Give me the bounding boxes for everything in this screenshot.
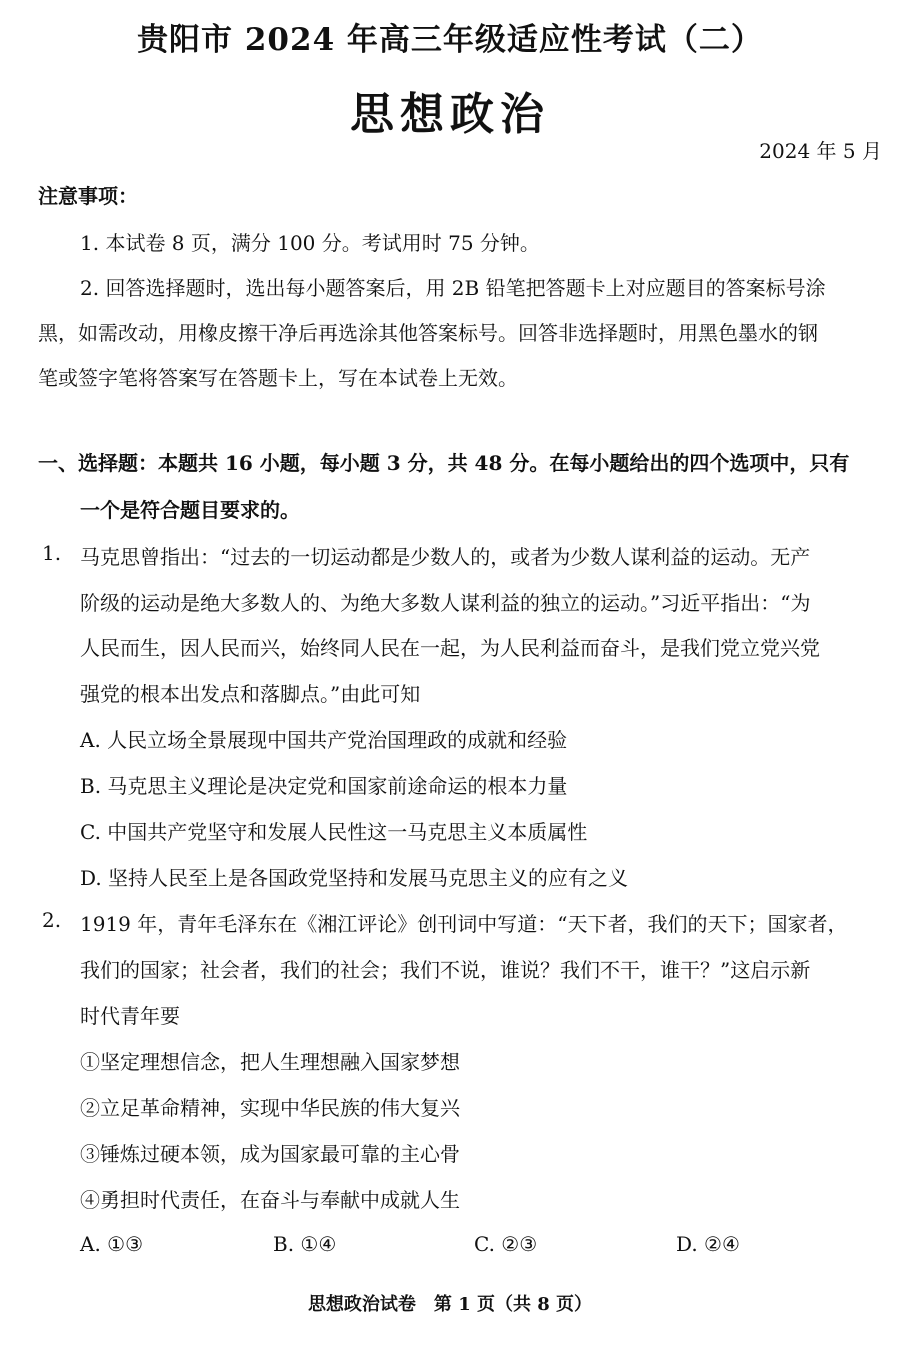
notice-item-1: 1. 本试卷 8 页，满分 100 分。考试用时 75 分钟。 bbox=[80, 231, 540, 255]
question-text: 阶级的运动是绝大多数人的、为绝大多数人谋利益的独立的运动。”习近平指出：“为 bbox=[80, 591, 811, 615]
statement-1: ①坚定理想信念，把人生理想融入国家梦想 bbox=[80, 1050, 460, 1074]
choice-a: A. ①③ bbox=[80, 1232, 144, 1256]
notice-item-2-cont: 黑，如需改动，用橡皮擦干净后再选涂其他答案标号。回答非选择题时，用黑色墨水的钢 bbox=[38, 321, 818, 345]
subject-title: 思想政治 bbox=[350, 89, 550, 140]
exam-date: 2024 年 5 月 bbox=[759, 139, 882, 163]
option-c: C. 中国共产党坚守和发展人民性这一马克思主义本质属性 bbox=[80, 820, 588, 844]
choice-d: D. ②④ bbox=[676, 1232, 740, 1256]
question-text: 时代青年要 bbox=[80, 1004, 180, 1028]
question-text: 马克思曾指出：“过去的一切运动都是少数人的，或者为少数人谋利益的运动。无产 bbox=[80, 545, 811, 569]
choice-c: C. ②③ bbox=[474, 1232, 538, 1256]
option-b: B. 马克思主义理论是决定党和国家前途命运的根本力量 bbox=[80, 774, 568, 798]
question-text: 1919 年，青年毛泽东在《湘江评论》创刊词中写道：“天下者，我们的天下；国家者， bbox=[80, 912, 848, 936]
section-heading: 一、选择题：本题共 16 小题，每小题 3 分，共 48 分。在每小题给出的四个选项中，只有 bbox=[38, 451, 850, 475]
choice-b: B. ①④ bbox=[273, 1232, 337, 1256]
statement-4: ④勇担时代责任，在奋斗与奉献中成就人生 bbox=[80, 1188, 460, 1212]
section-heading-cont: 一个是符合题目要求的。 bbox=[80, 498, 300, 522]
statement-2: ②立足革命精神，实现中华民族的伟大复兴 bbox=[80, 1096, 460, 1120]
notice-item-2-cont: 笔或签字笔将答案写在答题卡上，写在本试卷上无效。 bbox=[38, 366, 518, 390]
question-number: 2. bbox=[42, 908, 62, 932]
notice-item-2: 2. 回答选择题时，选出每小题答案后，用 2B 铅笔把答题卡上对应题目的答案标号涂 bbox=[80, 276, 826, 300]
page-footer: 思想政治试卷 第 1 页（共 8 页） bbox=[307, 1294, 593, 1315]
exam-title: 贵阳市 2024 年高三年级适应性考试（二） bbox=[137, 22, 763, 58]
notice-title: 注意事项： bbox=[38, 184, 138, 208]
question-text: 强党的根本出发点和落脚点。”由此可知 bbox=[80, 682, 421, 706]
option-d: D. 坚持人民至上是各国政党坚持和发展马克思主义的应有之义 bbox=[80, 866, 629, 890]
option-a: A. 人民立场全景展现中国共产党治国理政的成就和经验 bbox=[80, 728, 568, 752]
statement-3: ③锤炼过硬本领，成为国家最可靠的主心骨 bbox=[80, 1142, 460, 1166]
question-number: 1. bbox=[42, 541, 62, 565]
question-text: 我们的国家；社会者，我们的社会；我们不说，谁说？我们不干，谁干？”这启示新 bbox=[80, 958, 811, 982]
question-text: 人民而生，因人民而兴，始终同人民在一起，为人民利益而奋斗，是我们党立党兴党 bbox=[80, 636, 820, 660]
